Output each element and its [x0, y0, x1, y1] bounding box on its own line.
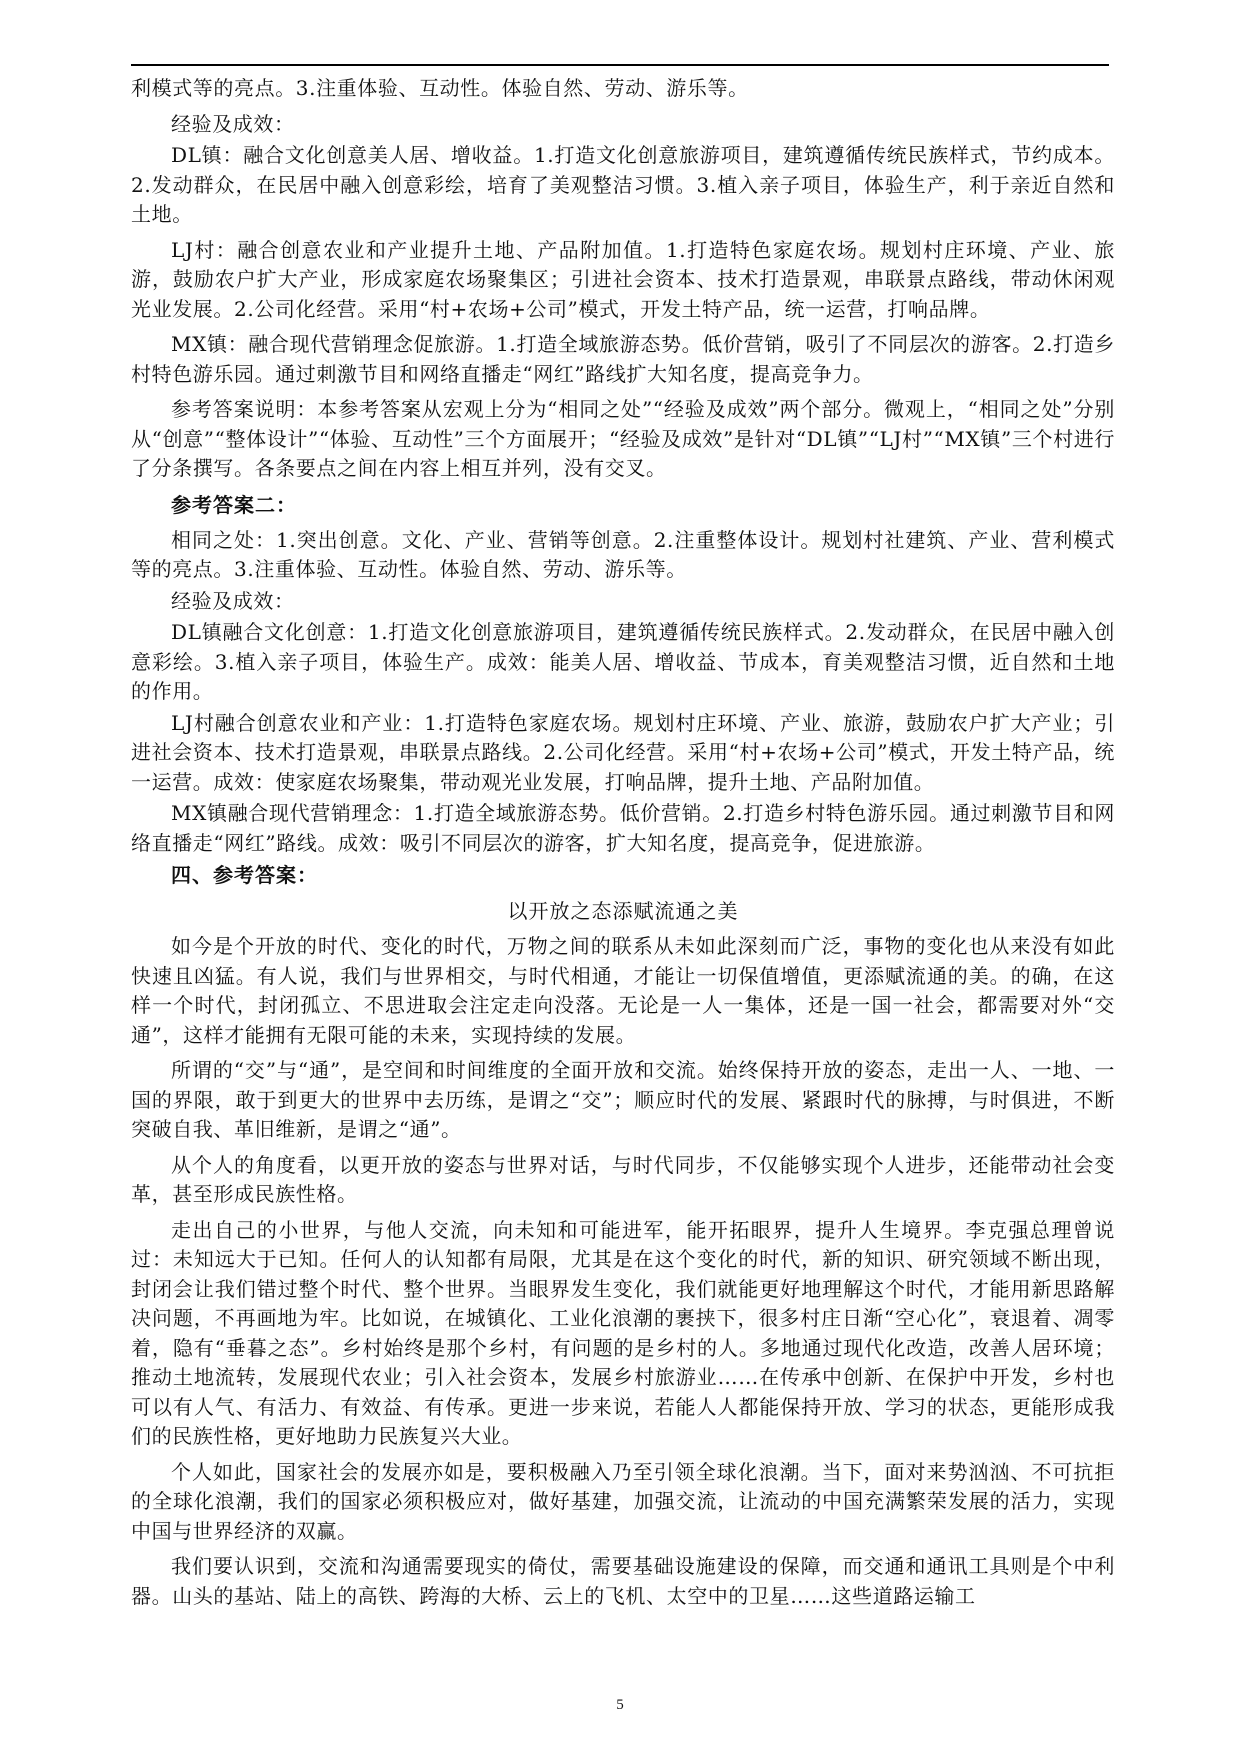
paragraph: 从个人的角度看，以更开放的姿态与世界对话，与时代同步，不仅能够实现个人进步，还能带动社会变革，甚至形成民族性格。 [131, 1152, 1115, 1206]
document-body [131, 74, 1115, 1617]
paragraph: 所谓的“交”与“通”，是空间和时间维度的全面开放和交流。始终保持开放的姿态，走出一人、一地、一国的界限，敢于到更大的世界中去历练，是谓之“交”；顺应时代的发展、紧跟时代的脉搏，与时俱进，不断突破自我、革旧维新，是谓之“通”。 [131, 1058, 1115, 1141]
section-label: 经验及成效： [171, 588, 295, 613]
paragraph: MX镇：融合现代营销理念促旅游。1.打造全域旅游态势。低价营销，吸引了不同层次的游客。2.打造乡村特色游乐园。通过刺激节目和网络直播走“网红”路线扩大知名度，提高竞争力。 [131, 332, 1115, 386]
paragraph: 参考答案说明：本参考答案从宏观上分为“相同之处”“经验及成效”两个部分。微观上，“相同之处”分别从“创意”“整体设计”“体验、互动性”三个方面展开；“经验及成效”是针对“DL镇”“LJ村”“MX镇”三个村进行了分条撰写。各条要点之间在内容上相互并列，没有交叉。 [131, 397, 1115, 480]
paragraph: 个人如此，国家社会的发展亦如是，要积极融入乃至引领全球化浪潮。当下，面对来势汹汹、不可抗拒的全球化浪潮，我们的国家必须积极应对，做好基建，加强交流，让流动的中国充满繁荣发展的活力，实现中国与世界经济的双赢。 [131, 1459, 1115, 1543]
header-rule [131, 64, 1109, 66]
paragraph: 如今是个开放的时代、变化的时代，万物之间的联系从未如此深刻而广泛，事物的变化也从来没有如此快速且凶猛。有人说，我们与世界相交，与时代相通，才能让一切保值增值，更添赋流通的美。的确，在这样一个时代，封闭孤立、不思进取会注定走向没落。无论是一人一集体，还是一国一社会，都需要对外“交通”，这样才能拥有无限可能的未来，实现持续的发展。 [131, 934, 1115, 1047]
section-label: 经验及成效： [171, 111, 295, 136]
paragraph: 相同之处：1.突出创意。文化、产业、营销等创意。2.注重整体设计。规划村社建筑、产业、营利模式等的亮点。3.注重体验、互动性。体验自然、劳动、游乐等。 [131, 527, 1115, 581]
paragraph: DL镇：融合文化创意美人居、增收益。1.打造文化创意旅游项目，建筑遵循传统民族样式，节约成本。2.发动群众，在民居中融入创意彩绘，培育了美观整洁习惯。3.植入亲子项目，体验生产，利于亲近自然和土地。 [131, 143, 1115, 226]
section-heading: 四、参考答案： [171, 863, 318, 887]
essay-title: 以开放之态添赋流通之美 [507, 899, 739, 923]
paragraph: MX镇融合现代营销理念：1.打造全域旅游态势。低价营销。2.打造乡村特色游乐园。通过刺激节目和网络直播走“网红”路线。成效：吸引不同层次的游客，扩大知名度，提高竞争，促进旅游。 [131, 801, 1115, 855]
paragraph: LJ村融合创意农业和产业：1.打造特色家庭农场。规划村庄环境、产业、旅游，鼓励农户扩大产业；引进社会资本、技术打造景观，串联景点路线。2.公司化经营。采用“村+农场+公司”模式，开发土特产品，统一运营。成效：使家庭农场聚集，带动观光业发展，打响品牌，提升土地、产品附加值。 [131, 710, 1115, 794]
paragraph: 走出自己的小世界，与他人交流，向未知和可能进军，能开拓眼界，提升人生境界。李克强总理曾说过：未知远大于已知。任何人的认知都有局限，尤其是在这个变化的时代，新的知识、研究领域不断出现，封闭会让我们错过整个时代、整个世界。当眼界发生变化，我们就能更好地理解这个时代，才能用新思路解决问题，不再画地为牢。比如说，在城镇化、工业化浪潮的裹挟下，很多村庄日渐“空心化”，衰退着、凋零着，隐有“垂暮之态”。乡村始终是那个乡村，有问题的是乡村的人。多地通过现代化改造，改善人居环境；推动土地流转，发展现代农业；引入社会资本，发展乡村旅游业……在传承中创新、在保护中开发，乡村也可以有人气、有活力、有效益、有传承。更进一步来说，若能人人都能保持开放、学习的状态，更能形成我们的民族性格，更好地助力民族复兴大业。 [131, 1217, 1115, 1448]
section-heading: 参考答案二： [171, 492, 297, 517]
paragraph: LJ村：融合创意农业和产业提升土地、产品附加值。1.打造特色家庭农场。规划村庄环境、产业、旅游，鼓励农户扩大产业，形成家庭农场聚集区；引进社会资本、技术打造景观，串联景点路线，带动休闲观光业发展。2.公司化经营。采用“村+农场+公司”模式，开发土特产品，统一运营，打响品牌。 [131, 237, 1115, 321]
paragraph: DL镇融合文化创意：1.打造文化创意旅游项目，建筑遵循传统民族样式。2.发动群众，在民居中融入创意彩绘。3.植入亲子项目，体验生产。成效：能美人居、增收益、节成本，育美观整洁习惯，近自然和土地的作用。 [131, 620, 1115, 703]
page-number: 5 [616, 1697, 624, 1713]
paragraph: 我们要认识到，交流和沟通需要现实的倚仗，需要基础设施建设的保障，而交通和通讯工具则是个中利器。山头的基站、陆上的高铁、跨海的大桥、云上的飞机、太空中的卫星……这些道路运输工 [131, 1554, 1115, 1608]
paragraph: 利模式等的亮点。3.注重体验、互动性。体验自然、劳动、游乐等。 [131, 76, 749, 100]
